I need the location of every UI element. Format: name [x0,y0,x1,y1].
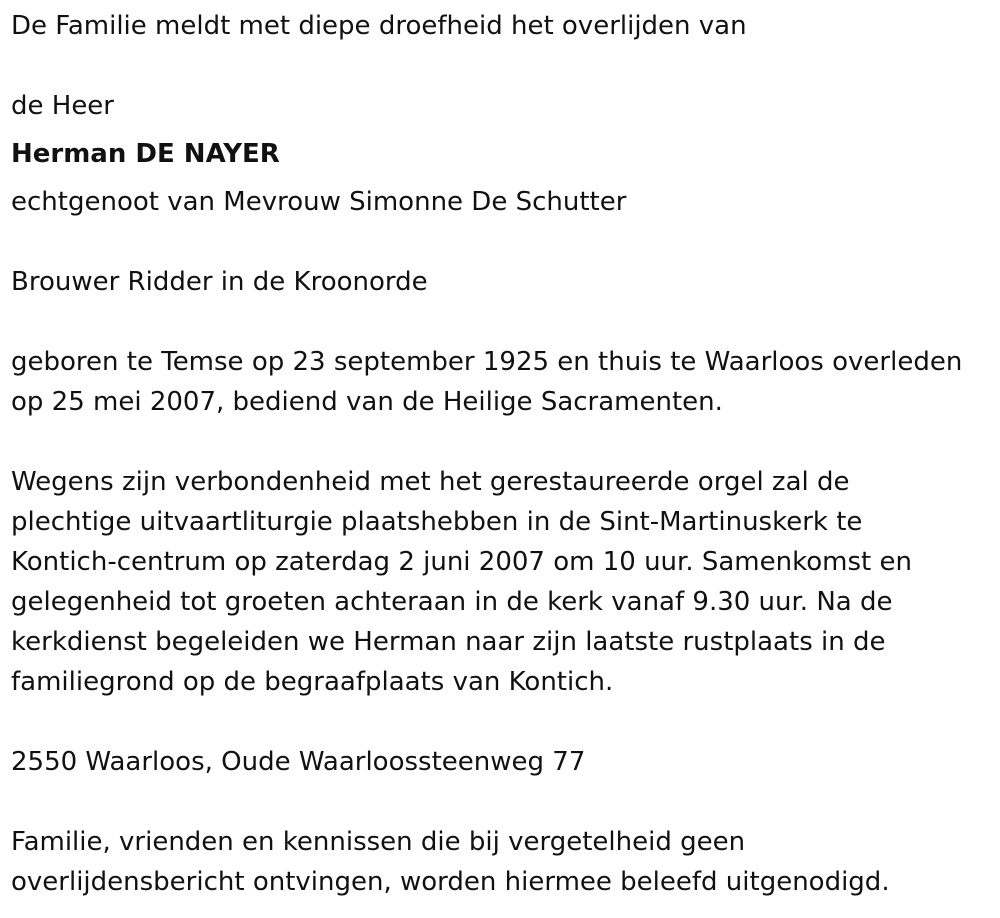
paragraph-line: overlijdensbericht ontvingen, worden hiermee beleefd uitgenodigd. [11,867,890,897]
birth-death-paragraph [11,342,996,422]
paragraph-line: familiegrond op de begraafplaats van Kontich. [11,667,614,697]
paragraph-line: gelegenheid tot groeten achteraan in de kerk vanaf 9.30 uur. Na de [11,587,893,617]
address-text: 2550 Waarloos, Oude Waarloossteenweg 77 [11,747,586,777]
intro-text: De Familie meldt met diepe droefheid het overlijden van [11,11,747,41]
spouse-text: echtgenoot van Mevrouw Simonne De Schutter [11,187,627,217]
deceased-name: Herman DE NAYER [11,139,280,169]
spacer [11,126,996,134]
paragraph-line: plechtige uitvaartliturgie plaatshebben in de Sint-Martinuskerk te [11,507,863,537]
spacer [11,782,996,822]
spacer [11,702,996,742]
paragraph-line: op 25 mei 2007, bediend van de Heilige Sacramenten. [11,387,723,417]
paragraph-line: Wegens zijn verbondenheid met het gerestaureerde orgel zal de [11,467,850,497]
paragraph-line: kerkdienst begeleiden we Herman naar zijn laatste rustplaats in de [11,627,886,657]
funeral-paragraph [11,462,996,702]
spacer [11,302,996,342]
spacer [11,422,996,462]
paragraph-line: Familie, vrienden en kennissen die bij vergetelheid geen [11,827,746,857]
closing-paragraph [11,822,996,902]
paragraph-line: Kontich-centrum op zaterdag 2 juni 2007 om 10 uur. Samenkomst en [11,547,912,577]
spacer [11,222,996,262]
spacer [11,174,996,182]
paragraph-line: geboren te Temse op 23 september 1925 en thuis te Waarloos overleden [11,347,963,377]
death-notice [11,6,996,902]
honorific-text: de Heer [11,91,114,121]
honor-text: Brouwer Ridder in de Kroonorde [11,267,428,297]
spacer [11,46,996,86]
